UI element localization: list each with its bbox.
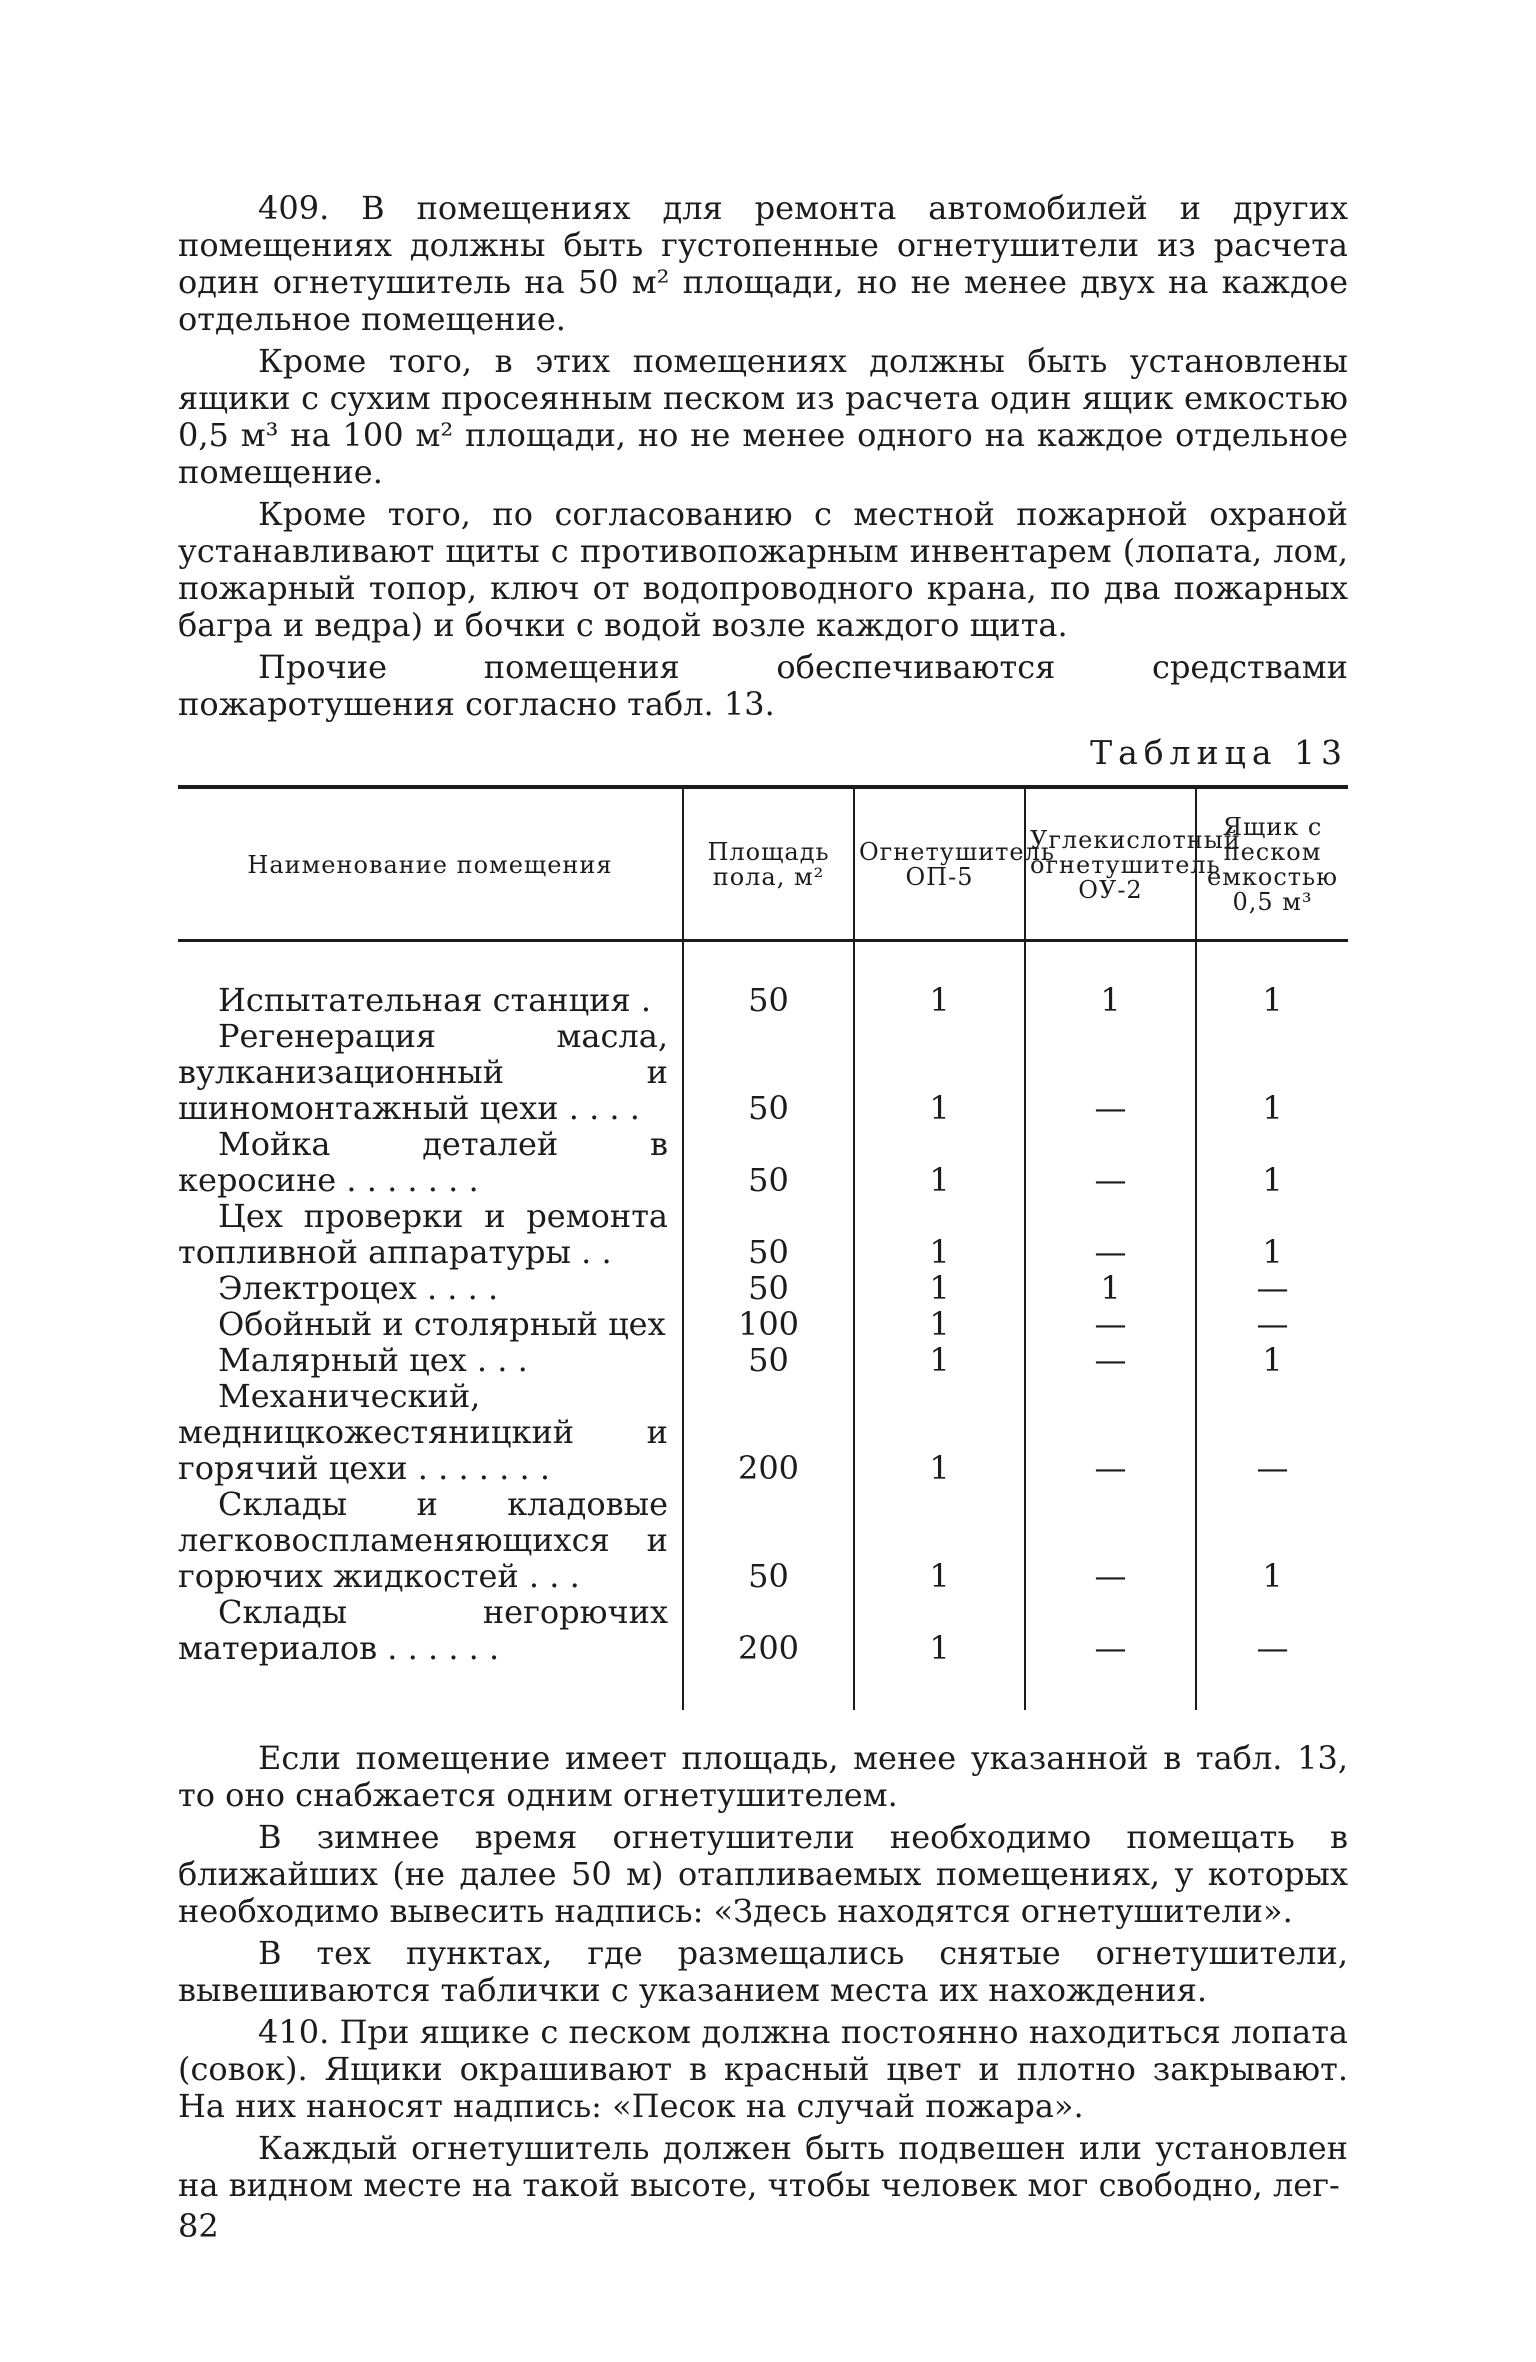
row-area: 50 bbox=[683, 1342, 854, 1378]
row-area: 50 bbox=[683, 1126, 854, 1198]
header-sand-box: Ящик с песком емкостью 0,5 м³ bbox=[1196, 787, 1348, 941]
paragraph-410: 410. При ящике с песком должна постоянно находиться лопата (совок). Ящики окрашивают в красный цвет и плотно закрывают. На них наносят надпись: «Песок на случай пожара». bbox=[178, 2013, 1348, 2125]
table-caption: Таблица 13 bbox=[1090, 733, 1348, 772]
row-room-name: Испытательная станция . bbox=[218, 981, 652, 1019]
row-ou2: — bbox=[1025, 1198, 1196, 1270]
row-sand: — bbox=[1196, 1378, 1348, 1486]
row-sand: 1 bbox=[1196, 941, 1348, 1019]
paragraph-small-room: Если помещение имеет площадь, менее указанной в табл. 13, то оно снабжается одним огнетушителем. bbox=[178, 1739, 1348, 1814]
after-table-section bbox=[178, 1740, 1348, 2204]
row-room-name: Цех проверки и ремонта топливной аппаратуры . . bbox=[178, 1197, 668, 1271]
paragraph-winter-storage: В зимнее время огнетушители необходимо помещать в ближайших (не далее 50 м) отапливаемых помещениях, у которых необходимо вывесить надпись: «Здесь находятся огнетушители». bbox=[178, 1818, 1348, 1930]
row-room-name: Электроцех . . . . bbox=[218, 1269, 499, 1307]
header-ou2: Углекислотный огнетушитель ОУ-2 bbox=[1025, 787, 1196, 941]
table-row bbox=[178, 1486, 1348, 1594]
table-row bbox=[178, 941, 1348, 1019]
header-op5: Огнетушитель ОП-5 bbox=[854, 787, 1025, 941]
paragraph-signs: В тех пунктах, где размещались снятые огнетушители, вывешиваются таблички с указанием места их нахождения. bbox=[178, 1934, 1348, 2009]
row-room-name: Мойка деталей в керосине . . . . . . . bbox=[178, 1125, 668, 1199]
row-area: 50 bbox=[683, 1198, 854, 1270]
row-ou2: — bbox=[1025, 1486, 1196, 1594]
paragraph-fire-shields: Кроме того, по согласованию с местной пожарной охраной устанавливают щиты с противопожарным инвентарем (лопата, лом, пожарный топор, ключ от водопроводного крана, по два пожарных багра и ведра) и бочки с водой возле каждого щита. bbox=[178, 495, 1348, 644]
table-row bbox=[178, 1594, 1348, 1710]
row-op5: 1 bbox=[854, 1306, 1025, 1342]
row-room-name: Склады негорючих материалов . . . . . . bbox=[178, 1593, 668, 1667]
page-number: 82 bbox=[178, 2207, 219, 2245]
table-row bbox=[178, 1126, 1348, 1198]
row-op5: 1 bbox=[854, 1594, 1025, 1710]
header-room-name: Наименование помещения bbox=[178, 787, 683, 941]
row-ou2: — bbox=[1025, 1342, 1196, 1378]
row-sand: 1 bbox=[1196, 1342, 1348, 1378]
row-op5: 1 bbox=[854, 1126, 1025, 1198]
row-ou2: — bbox=[1025, 1306, 1196, 1342]
row-ou2: 1 bbox=[1025, 1270, 1196, 1306]
table-row bbox=[178, 1198, 1348, 1270]
row-area: 100 bbox=[683, 1306, 854, 1342]
paragraph-sand-boxes: Кроме того, в этих помещениях должны быть установлены ящики с сухим просеянным песком из расчета один ящик емкостью 0,5 м³ на 100 м² площади, но не менее одного на каждое отдельное помещение. bbox=[178, 342, 1348, 491]
paragraph-other-rooms: Прочие помещения обеспечиваются средствами пожаротушения согласно табл. 13. bbox=[178, 648, 1348, 723]
row-sand: — bbox=[1196, 1306, 1348, 1342]
row-op5: 1 bbox=[854, 1378, 1025, 1486]
row-sand: 1 bbox=[1196, 1018, 1348, 1126]
row-sand: — bbox=[1196, 1594, 1348, 1710]
row-area: 50 bbox=[683, 941, 854, 1019]
paragraph-409: 409. В помещениях для ремонта автомобилей и других помещениях должны быть густопенные огнетушители из расчета один огнетушитель на 50 м² площади, но не менее двух на каждое отдельное помещение. bbox=[178, 189, 1348, 338]
row-op5: 1 bbox=[854, 1198, 1025, 1270]
document-page bbox=[178, 190, 1348, 2244]
fire-equipment-table bbox=[178, 785, 1348, 1710]
table-row bbox=[178, 1342, 1348, 1378]
row-op5: 1 bbox=[854, 1270, 1025, 1306]
intro-section bbox=[178, 190, 1348, 723]
row-op5: 1 bbox=[854, 1018, 1025, 1126]
row-ou2: — bbox=[1025, 1018, 1196, 1126]
paragraph-mounting: Каждый огнетушитель должен быть подвешен или установлен на видном месте на такой высоте, чтобы человек мог свободно, лег- bbox=[178, 2129, 1348, 2204]
row-room-name: Малярный цех . . . bbox=[218, 1341, 528, 1379]
row-area: 50 bbox=[683, 1270, 854, 1306]
row-area: 50 bbox=[683, 1486, 854, 1594]
header-floor-area: Площадь пола, м² bbox=[683, 787, 854, 941]
row-room-name: Склады и кладовые легковоспламеняющихся и горючих жидкостей . . . bbox=[178, 1485, 668, 1595]
table-row bbox=[178, 1018, 1348, 1126]
row-op5: 1 bbox=[854, 1342, 1025, 1378]
row-area: 200 bbox=[683, 1378, 854, 1486]
row-ou2: — bbox=[1025, 1378, 1196, 1486]
row-area: 200 bbox=[683, 1594, 854, 1710]
row-sand: 1 bbox=[1196, 1486, 1348, 1594]
table-row bbox=[178, 1270, 1348, 1306]
row-op5: 1 bbox=[854, 1486, 1025, 1594]
row-room-name: Обойный и столярный цех bbox=[218, 1305, 666, 1343]
table-row bbox=[178, 1306, 1348, 1342]
row-ou2: — bbox=[1025, 1594, 1196, 1710]
table-row bbox=[178, 1378, 1348, 1486]
row-ou2: — bbox=[1025, 1126, 1196, 1198]
row-sand: 1 bbox=[1196, 1126, 1348, 1198]
row-sand: — bbox=[1196, 1270, 1348, 1306]
row-ou2: 1 bbox=[1025, 941, 1196, 1019]
row-area: 50 bbox=[683, 1018, 854, 1126]
table-header-row bbox=[178, 787, 1348, 941]
row-room-name: Регенерация масла, вулканизационный и шиномонтажный цехи . . . . bbox=[178, 1017, 668, 1127]
row-sand: 1 bbox=[1196, 1198, 1348, 1270]
row-op5: 1 bbox=[854, 941, 1025, 1019]
row-room-name: Механический, медницкожестяницкий и горячий цехи . . . . . . . bbox=[178, 1377, 668, 1487]
